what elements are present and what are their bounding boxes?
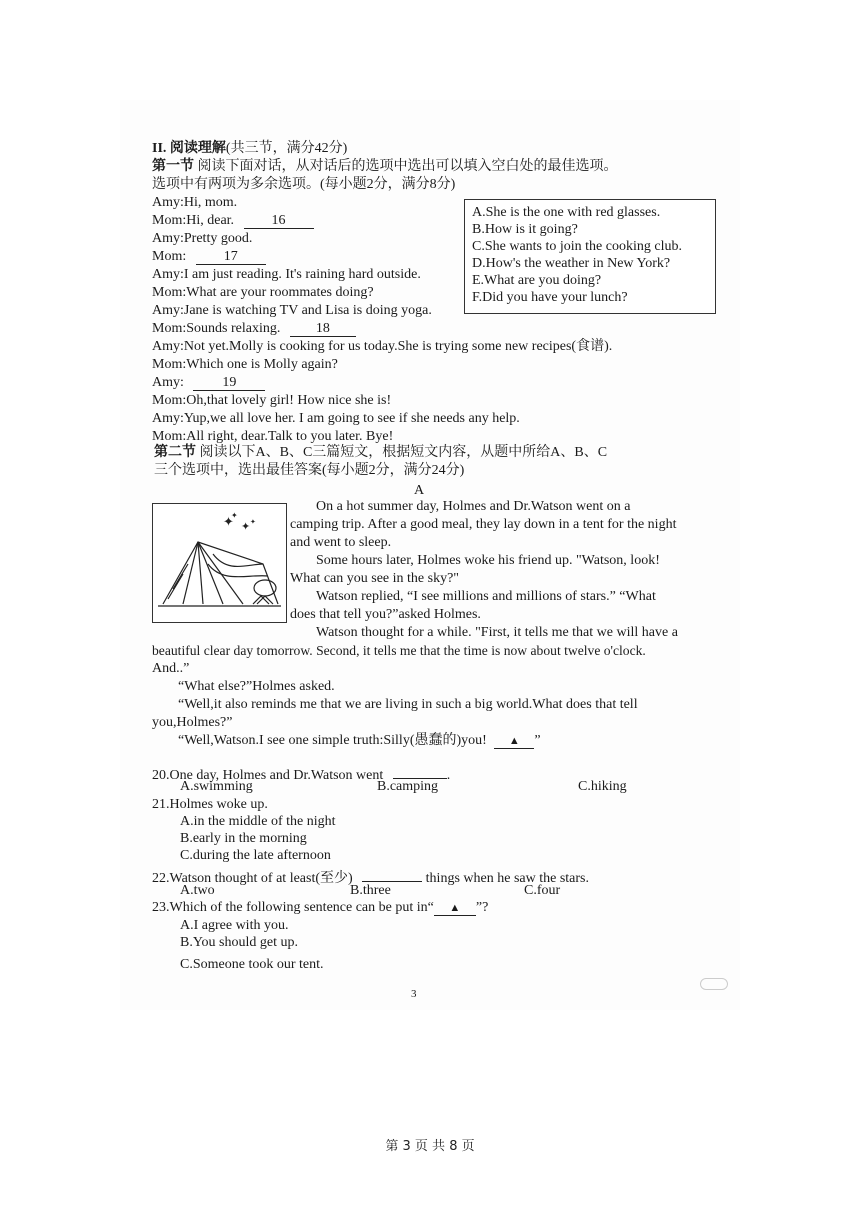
option-21a[interactable]: A.in the middle of the night [180,814,336,829]
option-b[interactable]: B.How is it going? [472,222,578,237]
dialogue-line: Amy:Hi, mom. [152,195,238,210]
star-icon: ✦ [223,515,234,530]
question-stem: 20.One day, Holmes and Dr.Watson went [152,768,384,783]
dialogue-line: Mom:All right, dear.Talk to you later. Bye! [152,429,394,444]
star-icon: ✦ [250,518,256,526]
dialogue-line: Mom:What are your roommates doing? [152,285,374,300]
dialogue-line [152,249,266,265]
question-tail: ”? [475,900,489,915]
dialogue-text: Mom: [152,249,187,264]
dialogue-line [152,375,265,391]
blank-18[interactable]: 18 [290,321,356,337]
dialogue-line [152,213,314,229]
passage-line: And..” [152,661,190,676]
blank-16[interactable]: 16 [244,213,314,229]
question-tail: things when he saw the stars. [425,871,589,886]
blank-19[interactable]: 19 [193,375,265,391]
part2-instruction-2: 三个选项中，选出最佳答案(每小题2分，满分24分) [154,463,465,478]
dialogue-line: Amy:I am just reading. It's raining hard outside. [152,267,421,282]
passage-line: “What else?”Holmes asked. [178,679,335,694]
dialogue-line [152,321,356,337]
part2-label: 第二节 [154,445,196,460]
option-c[interactable]: C.She wants to join the cooking club. [472,239,682,254]
options-box [464,199,716,314]
question-stem: 23.Which of the following sentence can be put in“ [152,900,434,915]
part2-instruction-1: 阅读以下A、B、C三篇短文，根据短文内容，从题中所给A、B、C [199,445,608,460]
passage-line: Watson replied, “I see millions and millions of stars.” “What [316,589,656,604]
answer-blank[interactable] [393,763,447,779]
passage-line: you,Holmes?” [152,715,233,730]
option-22c[interactable]: C.four [524,883,561,898]
dialogue-line: Mom:Oh,that lovely girl! How nice she is! [152,393,392,408]
passage-line: does that tell you?”asked Holmes. [290,607,481,622]
question-23 [152,900,488,916]
answer-blank[interactable] [362,866,422,882]
triangle-blank[interactable]: ▲ [434,900,476,916]
option-20a[interactable]: A.swimming [180,779,253,794]
passage-line: and went to sleep. [290,535,392,550]
option-f[interactable]: F.Did you have your lunch? [472,290,628,305]
scan-page-number: 3 [411,988,417,1000]
dialogue-text: Amy: [152,375,184,390]
option-20c[interactable]: C.hiking [578,779,627,794]
question-stem: 22.Watson thought of at least(至少) [152,871,353,886]
passage-line [178,733,541,749]
part1-label: 第一节 [152,159,194,174]
option-23c[interactable]: C.Someone took our tent. [180,957,324,972]
option-d[interactable]: D.How's the weather in New York? [472,256,671,271]
passage-line: camping trip. After a good meal, they lay down in a tent for the night [290,517,677,532]
part1-instruction-1: 阅读下面对话，从对话后的选项中选出可以填入空白处的最佳选项。 [197,159,618,174]
option-20b[interactable]: B.camping [377,779,439,794]
star-icon: ✦ [241,520,251,533]
option-21c[interactable]: C.during the late afternoon [180,848,331,863]
passage-label: A [414,483,425,498]
option-22b[interactable]: B.three [350,883,391,898]
faint-stamp [700,978,728,990]
tent-drawing [153,504,286,622]
part1-instruction [152,159,618,175]
section-title: II. 阅读理解 [152,141,226,156]
dialogue-text: Mom:Sounds relaxing. [152,321,281,336]
dialogue-line: Amy:Pretty good. [152,231,253,246]
triangle-blank[interactable]: ▲ [494,733,534,749]
question-tail: . [446,768,451,783]
passage-line: Some hours later, Holmes woke his friend up. "Watson, look! [316,553,660,568]
section-header [152,141,347,157]
passage-line: On a hot summer day, Holmes and Dr.Watson went on a [316,499,631,514]
blank-17[interactable]: 17 [196,249,266,265]
page-footer: 第 3 页 共 8 页 [385,1139,475,1154]
option-e[interactable]: E.What are you doing? [472,273,602,288]
option-21b[interactable]: B.early in the morning [180,831,307,846]
dialogue-line: Amy:Jane is watching TV and Lisa is doing yoga. [152,303,432,318]
section-note: (共三节，满分42分) [225,141,348,156]
option-23b[interactable]: B.You should get up. [180,935,298,950]
tent-illustration [152,503,287,623]
dialogue-line: Amy:Not yet.Molly is cooking for us today.She is trying some new recipes(食谱). [152,339,613,354]
dialogue-text: Mom:Hi, dear. [152,213,235,228]
dialogue-line: Mom:Which one is Molly again? [152,357,338,372]
part2-instruction [154,445,607,461]
option-a[interactable]: A.She is the one with red glasses. [472,205,661,220]
passage-text: “Well,Watson.I see one simple truth:Silly(愚蠢的)you! [178,733,487,748]
star-icon: ✦ [231,511,238,520]
option-23a[interactable]: A.I agree with you. [180,918,289,933]
passage-line: “Well,it also reminds me that we are living in such a big world.What does that tell [178,697,638,712]
passage-line: Watson thought for a while. "First, it tells me that we will have a [316,625,678,640]
option-22a[interactable]: A.two [180,883,215,898]
passage-line: beautiful clear day tomorrow. Second, it tells me that the time is now about twelve o'clock. [152,643,646,658]
part1-instruction-2: 选项中有两项为多余选项。(每小题2分，满分8分) [152,177,456,192]
close-quote: ” [534,733,541,748]
dialogue-line: Amy:Yup,we all love her. I am going to see if she needs any help. [152,411,520,426]
question-21: 21.Holmes woke up. [152,797,268,812]
passage-line: What can you see in the sky?" [290,571,459,586]
